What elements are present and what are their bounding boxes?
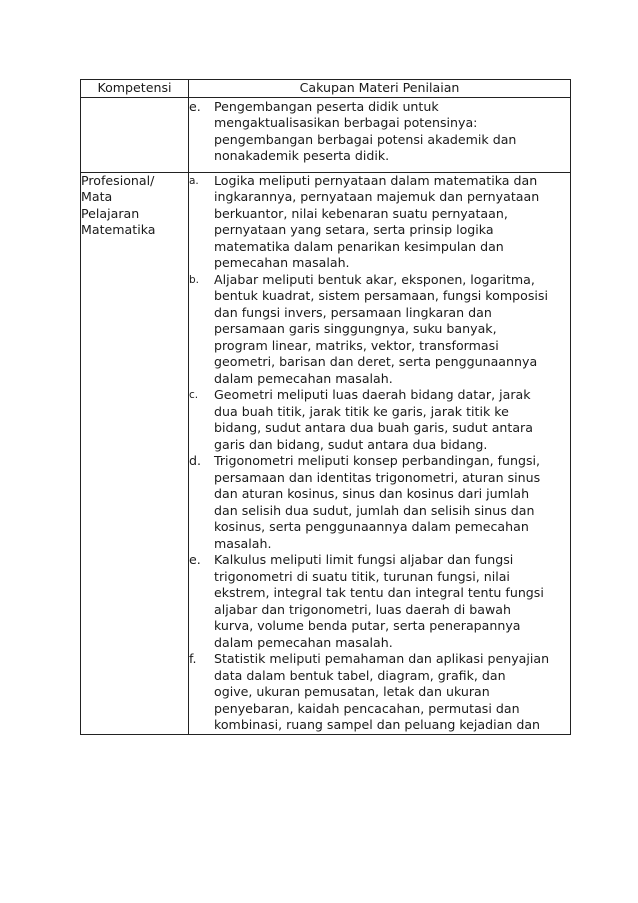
- text-line: program linear, matriks, vektor, transformasi: [214, 337, 499, 353]
- text-line: data dalam bentuk tabel, diagram, grafik, dan: [214, 667, 506, 683]
- material-cell: [189, 172, 571, 734]
- text-line: mengaktualisasikan berbagai potensinya:: [214, 115, 478, 130]
- list-item: [189, 272, 570, 388]
- list-item-text: [214, 453, 570, 552]
- list-item-marker: b.: [189, 273, 200, 286]
- list-item-marker: e.: [189, 552, 201, 567]
- text-line: matematika dalam penarikan kesimpulan dan: [214, 238, 504, 254]
- text-line: pengembangan berbagai potensi akademik dan: [214, 131, 517, 147]
- text-line: Geometri meliputi luas daerah bidang datar, jarak: [214, 387, 531, 402]
- text-line: garis dan bidang, sudut antara dua bidang.: [214, 436, 488, 452]
- text-line: nonakademik peserta didik.: [214, 148, 390, 163]
- text-line: penyebaran, kaidah pencacahan, permutasi dan: [214, 700, 520, 716]
- competency-cell: [81, 172, 189, 734]
- header-kompetensi: Kompetensi: [81, 80, 189, 98]
- competency-label-line: Pelajaran: [81, 205, 140, 221]
- text-line: Statistik meliputi pemahaman dan aplikasi penyajian: [214, 651, 550, 666]
- list-item-marker: d.: [189, 453, 201, 468]
- table-header-row: [81, 80, 571, 98]
- text-line: ogive, ukuran pemusatan, letak dan ukuran: [214, 684, 490, 699]
- text-line: dan aturan kosinus, sinus dan kosinus dari jumlah: [214, 486, 530, 501]
- text-line: kurva, volume benda putar, serta penerapannya: [214, 618, 521, 633]
- text-line: dalam pemecahan masalah.: [214, 370, 393, 386]
- list-item-marker: e.: [189, 98, 201, 114]
- text-line: dalam pemecahan masalah.: [214, 634, 393, 650]
- table-row: [81, 97, 571, 172]
- list-item: [189, 99, 570, 165]
- text-line: berkuantor, nilai kebenaran suatu pernyataan,: [214, 205, 508, 221]
- text-line: dua buah titik, jarak titik ke garis, jarak titik ke: [214, 403, 509, 419]
- list-item-text: [214, 651, 570, 734]
- text-line: Kalkulus meliputi limit fungsi aljabar dan fungsi: [214, 552, 514, 567]
- list-item: [189, 387, 570, 453]
- text-line: dan selisih dua sudut, jumlah dan selisih sinus dan: [214, 502, 535, 518]
- text-line: aljabar dan trigonometri, luas daerah di bawah: [214, 601, 511, 617]
- list-item-text: [214, 387, 570, 453]
- text-line: persamaan garis singgungnya, suku banyak,: [214, 321, 497, 336]
- list-item-text: [214, 173, 570, 272]
- text-line: dan fungsi invers, persamaan lingkaran dan: [214, 304, 492, 320]
- text-line: pernyataan yang setara, serta prinsip logika: [214, 222, 494, 237]
- list-item-text: [214, 99, 570, 165]
- table-row: [81, 172, 571, 734]
- list-item: [189, 552, 570, 651]
- text-line: bidang, sudut antara dua buah garis, sudut antara: [214, 420, 533, 435]
- text-line: trigonometri di suatu titik, turunan fungsi, nilai: [214, 568, 510, 584]
- competency-table: [80, 79, 571, 735]
- list-item-marker: a.: [189, 174, 199, 187]
- material-cell: [189, 97, 571, 172]
- text-line: Logika meliputi pernyataan dalam matematika dan: [214, 172, 538, 188]
- header-cakupan-materi: Cakupan Materi Penilaian: [189, 80, 571, 98]
- text-line: bentuk kuadrat, sistem persamaan, fungsi komposisi: [214, 288, 548, 303]
- text-line: ingkarannya, pernyataan majemuk dan pernyataan: [214, 189, 540, 204]
- list-item-text: [214, 552, 570, 651]
- list-item-marker: c.: [189, 389, 199, 401]
- competency-label-line: Matematika: [81, 222, 156, 237]
- list-item: [189, 173, 570, 272]
- text-line: geometri, barisan dan deret, serta penggunaannya: [214, 354, 538, 369]
- text-line: ekstrem, integral tak tentu dan integral tentu fungsi: [214, 585, 544, 600]
- text-line: kombinasi, ruang sampel dan peluang kejadian dan: [214, 717, 541, 732]
- competency-label-line: Mata: [81, 189, 113, 204]
- text-line: pemecahan masalah.: [214, 255, 350, 270]
- text-line: masalah.: [214, 535, 272, 551]
- list-item: [189, 453, 570, 552]
- list-item-text: [214, 272, 570, 388]
- text-line: Aljabar meliputi bentuk akar, eksponen, logaritma,: [214, 271, 535, 287]
- competency-label-line: Profesional/: [81, 172, 155, 188]
- text-line: persamaan dan identitas trigonometri, aturan sinus: [214, 469, 541, 485]
- text-line: Pengembangan peserta didik untuk: [214, 98, 439, 114]
- text-line: kosinus, serta penggunaannya dalam pemecahan: [214, 519, 529, 534]
- competency-cell: [81, 97, 189, 172]
- list-item-marker: f.: [189, 651, 197, 666]
- text-line: Trigonometri meliputi konsep perbandingan, fungsi,: [214, 453, 541, 468]
- list-item: [189, 651, 570, 734]
